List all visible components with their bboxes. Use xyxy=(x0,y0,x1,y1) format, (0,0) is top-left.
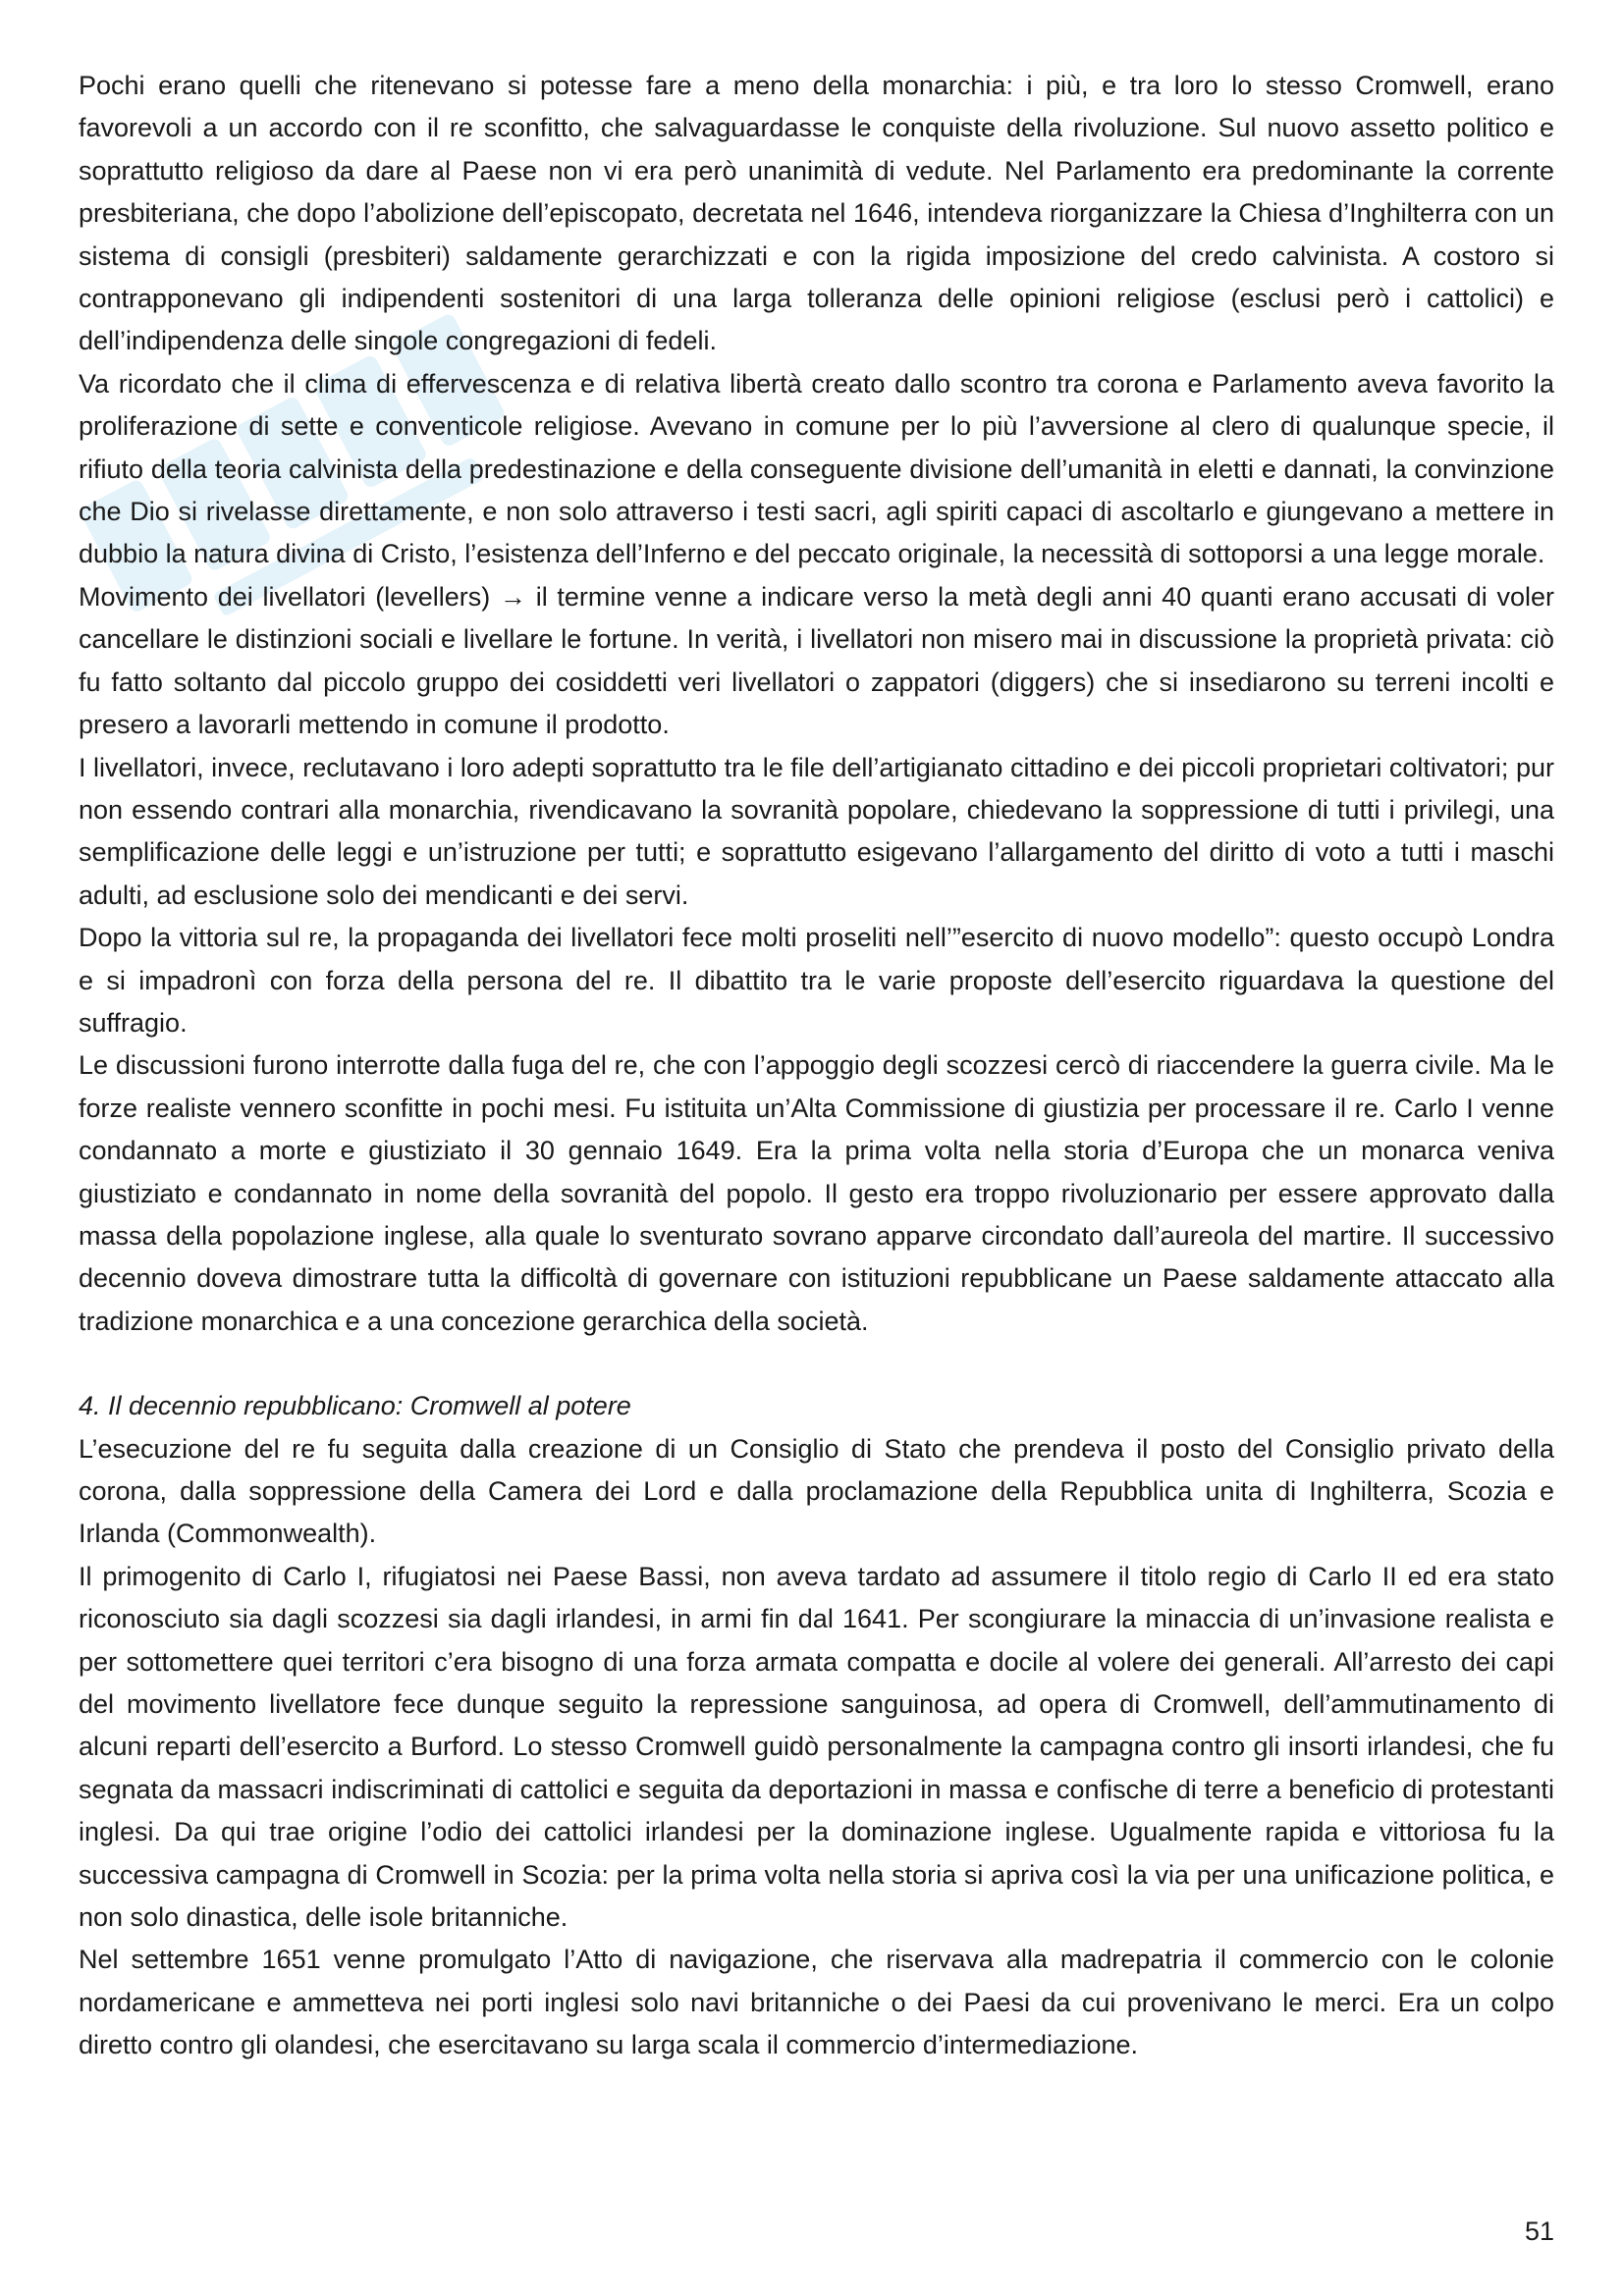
paragraph: Movimento dei livellatori (levellers) → il termine venne a indicare verso la metà degli anni 40 quanti erano accusati di voler cancellare le distinzioni sociali e livellare le fortune. In verità, i livellatori non misero mai in discussione la proprietà privata: ciò fu fatto soltanto dal piccolo gruppo dei cosiddetti veri livellatori o zappatori (diggers) che si insediarono su terreni incolti e presero a lavorarli mettendo in comune il prodotto. xyxy=(79,581,1554,740)
paragraph: Nel settembre 1651 venne promulgato l’Atto di navigazione, che riservava alla madrepatria il commercio con le colonie nordamericane e ammetteva nei porti inglesi solo navi britanniche o dei Paesi da cui provenivano le merci. Era un colpo diretto contro gli olandesi, che esercitavano su larga scala il commercio d’intermediazione. xyxy=(79,1945,1554,2060)
paragraph: I livellatori, invece, reclutavano i loro adepti soprattutto tra le file dell’artigianato cittadino e dei piccoli proprietari coltivatori; pur non essendo contrari alla monarchia, rivendicavano la sovranità popolare, chiedevano la soppressione di tutti i privilegi, una semplificazione delle leggi e un’istruzione per tutti; e soprattutto esigevano l’allargamento del diritto di voto a tutti i maschi adulti, ad esclusione solo dei mendicanti e dei servi. xyxy=(79,752,1554,910)
paragraph: Le discussioni furono interrotte dalla fuga del re, che con l’appoggio degli scozzesi cercò di riaccendere la guerra civile. Ma le forze realiste vennero sconfitte in pochi mesi. Fu istituita un’Alta Commissione di giustizia per processare il re. Carlo I venne condannato a morte e giustiziato il 30 gennaio 1649. Era la prima volta nella storia d’Europa che un monarca veniva giustiziato e condannato in nome della sovranità del popolo. Il gesto era troppo rivoluzionario per essere approvato dalla massa della popolazione inglese, alla quale lo sventurato sovrano apparve circondato dall’aureola del martire. Il successivo decennio doveva dimostrare tutta la difficoltà di governare con istituzioni repubblicane un Paese saldamente attaccato alla tradizione monarchica e a una concezione gerarchica della società. xyxy=(79,1050,1554,1336)
paragraph: Dopo la vittoria sul re, la propaganda dei livellatori fece molti proseliti nell’”esercito di nuovo modello”: questo occupò Londra e si impadronì con forza della persona del re. Il dibattito tra le varie proposte dell’esercito riguardava la questione del suffragio. xyxy=(79,923,1554,1038)
page-number: 51 xyxy=(1524,2216,1554,2246)
paragraph: Pochi erano quelli che ritenevano si potesse fare a meno della monarchia: i più, e tra loro lo stesso Cromwell, erano favorevoli a un accordo con il re sconfitto, che salvaguardasse le conquiste della rivoluzione. Sul nuovo assetto politico e soprattutto religioso da dare al Paese non vi era però unanimità di vedute. Nel Parlamento era predominante la corrente presbiteriana, che dopo l’abolizione dell’episcopato, decretata nel 1646, intendeva riorganizzare la Chiesa d’Inghilterra con un sistema di consigli (presbiteri) saldamente gerarchizzati e con la rigida imposizione del credo calvinista. A costoro si contrapponevano gli indipendenti sostenitori di una larga tolleranza delle opinioni religiose (esclusi però i cattolici) e dell’indipendenza delle singole congregazioni di fedeli. xyxy=(79,71,1554,356)
paragraph: Va ricordato che il clima di effervescenza e di relativa libertà creato dallo scontro tra corona e Parlamento aveva favorito la proliferazione di sette e conventicole religiose. Avevano in comune per lo più l’avversione al clero di qualunque specie, il rifiuto della teoria calvinista della predestinazione e della conseguente divisione dell’umanità in eletti e dannati, la convinzione che Dio si rivelasse direttamente, e non solo attraverso i testi sacri, agli spiriti capaci di ascoltarlo e giungevano a mettere in dubbio la natura divina di Cristo, l’esistenza dell’Inferno e del peccato originale, la necessità di sottoporsi a una legge morale. xyxy=(79,368,1554,569)
section-heading: 4. Il decennio repubblicano: Cromwell al potere xyxy=(79,1391,631,1421)
paragraph: Il primogenito di Carlo I, rifugiatosi nei Paese Bassi, non aveva tardato ad assumere il titolo regio di Carlo II ed era stato riconosciuto sia dagli scozzesi sia dagli irlandesi, in armi fin dal 1641. Per scongiurare la minaccia di un’invasione realista e per sottomettere quei territori c’era bisogno di una forza armata compatta e docile al volere dei generali. All’arresto dei capi del movimento livellatore fece dunque seguito la repressione sanguinosa, ad opera di Cromwell, dell’ammutinamento di alcuni reparti dell’esercito a Burford. Lo stesso Cromwell guidò personalmente la campagna contro gli insorti irlandesi, che fu segnata da massacri indiscriminati di cattolici e seguita da deportazioni in massa e confische di terre a beneficio di protestanti inglesi. Da qui trae origine l’odio dei cattolici irlandesi per la dominazione inglese. Ugualmente rapida e vittoriosa fu la successiva campagna di Cromwell in Scozia: per la prima volta nella storia si apriva così la via per una unificazione politica, e non solo dinastica, delle isole britanniche. xyxy=(79,1561,1554,1933)
document-page xyxy=(79,65,1554,2067)
paragraph: L’esecuzione del re fu seguita dalla creazione di un Consiglio di Stato che prendeva il posto del Consiglio privato della corona, dalla soppressione della Camera dei Lord e dalla proclamazione della Repubblica unita di Inghilterra, Scozia e Irlanda (Commonwealth). xyxy=(79,1433,1554,1549)
